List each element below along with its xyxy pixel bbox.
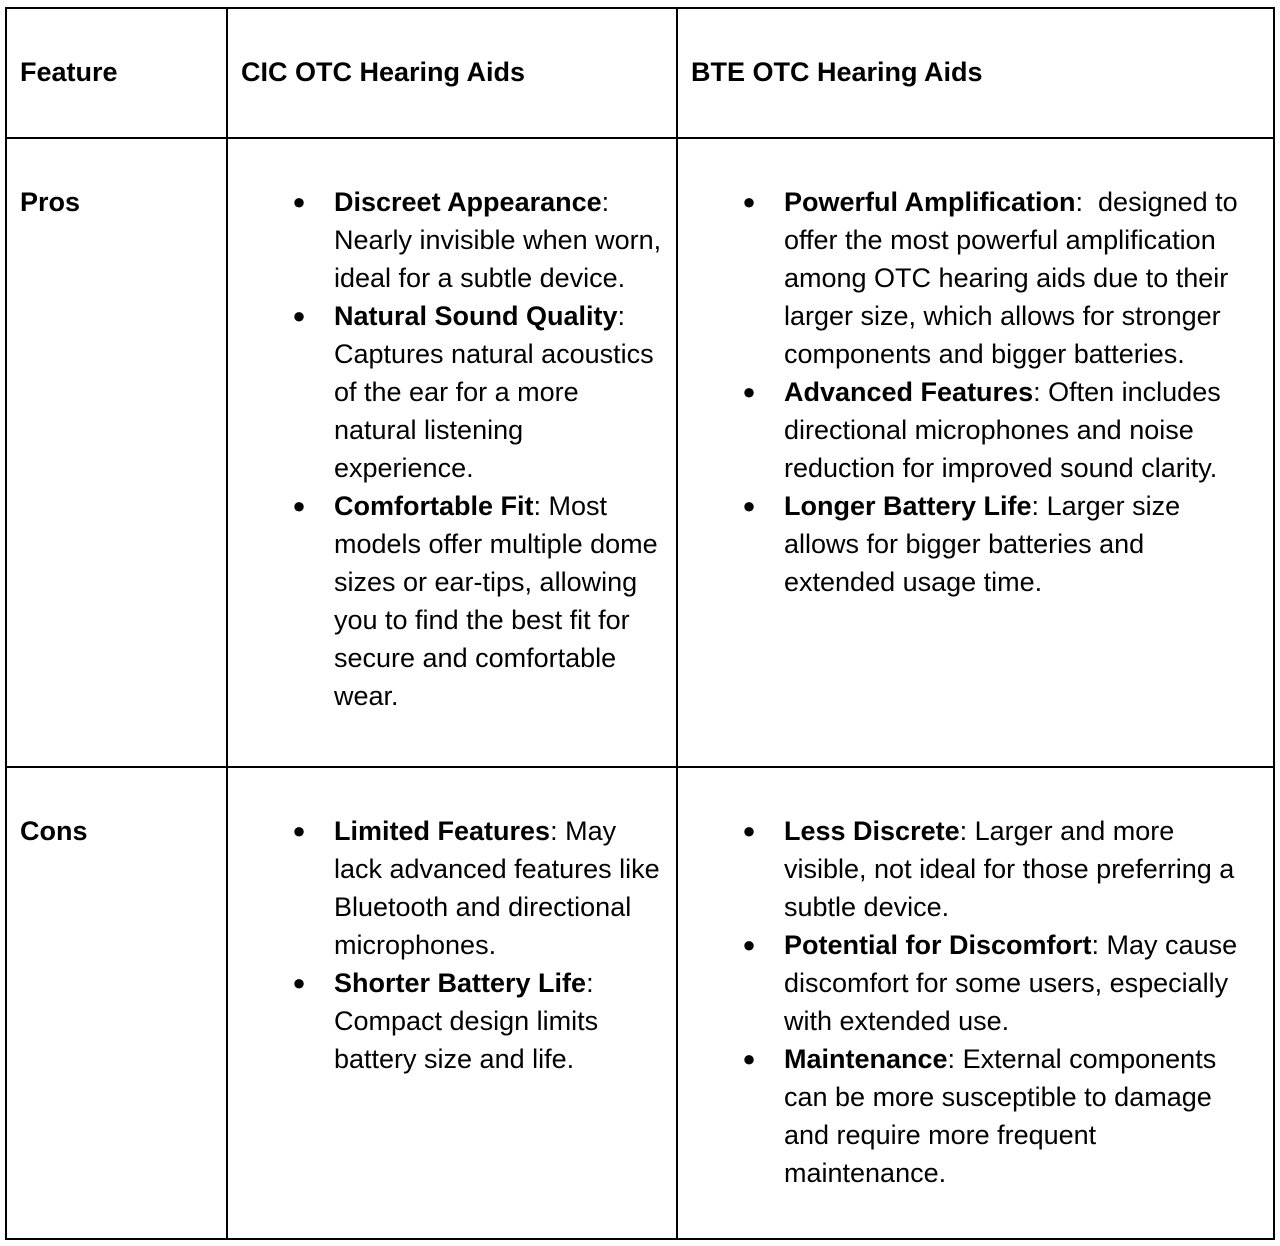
column-divider — [676, 9, 678, 1238]
row-label-cons: Cons — [20, 816, 88, 846]
comparison-table — [5, 7, 1275, 1240]
list-item: ● Potential for Discomfort: May cause discomfort for some users, especially with extended use. — [784, 926, 1254, 1040]
bullet-icon: ● — [292, 189, 306, 214]
bullet-icon: ● — [742, 818, 756, 843]
list-item: ● Shorter Battery Life: Compact design limits battery size and life. — [334, 964, 664, 1078]
row-label-pros: Pros — [20, 187, 81, 217]
row-divider — [7, 137, 1273, 139]
bullet-icon: ● — [292, 818, 306, 843]
list-item: ● Limited Features: May lack advanced features like Bluetooth and directional microphones. — [334, 812, 664, 964]
list-item: ● Discreet Appearance: Nearly invisible when worn, ideal for a subtle device. — [334, 183, 664, 297]
cons-bte-list — [742, 812, 1254, 1192]
bullet-icon: ● — [742, 189, 756, 214]
list-item: ● Comfortable Fit: Most models offer multiple dome sizes or ear-tips, allowing you to find the best fit for secure and comfortable wear. — [334, 487, 664, 715]
header-cic: CIC OTC Hearing Aids — [241, 57, 526, 87]
cons-cic-list — [292, 812, 664, 1078]
list-item: ● Maintenance: External components can be more susceptible to damage and require more frequent maintenance. — [784, 1040, 1254, 1192]
bullet-icon: ● — [292, 303, 306, 328]
bullet-icon: ● — [742, 379, 756, 404]
bullet-icon: ● — [742, 493, 756, 518]
header-feature: Feature — [20, 57, 118, 87]
pros-bte-list — [742, 183, 1254, 601]
list-item: ● Natural Sound Quality: Captures natural acoustics of the ear for a more natural listening experience. — [334, 297, 664, 487]
row-divider — [7, 766, 1273, 768]
bullet-icon: ● — [292, 970, 306, 995]
list-item: ● Longer Battery Life: Larger size allows for bigger batteries and extended usage time. — [784, 487, 1254, 601]
bullet-icon: ● — [292, 493, 306, 518]
list-item: ● Less Discrete: Larger and more visible, not ideal for those preferring a subtle device. — [784, 812, 1254, 926]
list-item: ● Powerful Amplification: designed to offer the most powerful amplification among OTC hearing aids due to their larger size, which allows for stronger components and bigger batteries. — [784, 183, 1254, 373]
bullet-icon: ● — [742, 932, 756, 957]
bullet-icon: ● — [742, 1046, 756, 1071]
column-divider — [226, 9, 228, 1238]
list-item: ● Advanced Features: Often includes directional microphones and noise reduction for improved sound clarity. — [784, 373, 1254, 487]
header-bte: BTE OTC Hearing Aids — [691, 57, 983, 87]
pros-cic-list — [292, 183, 664, 715]
